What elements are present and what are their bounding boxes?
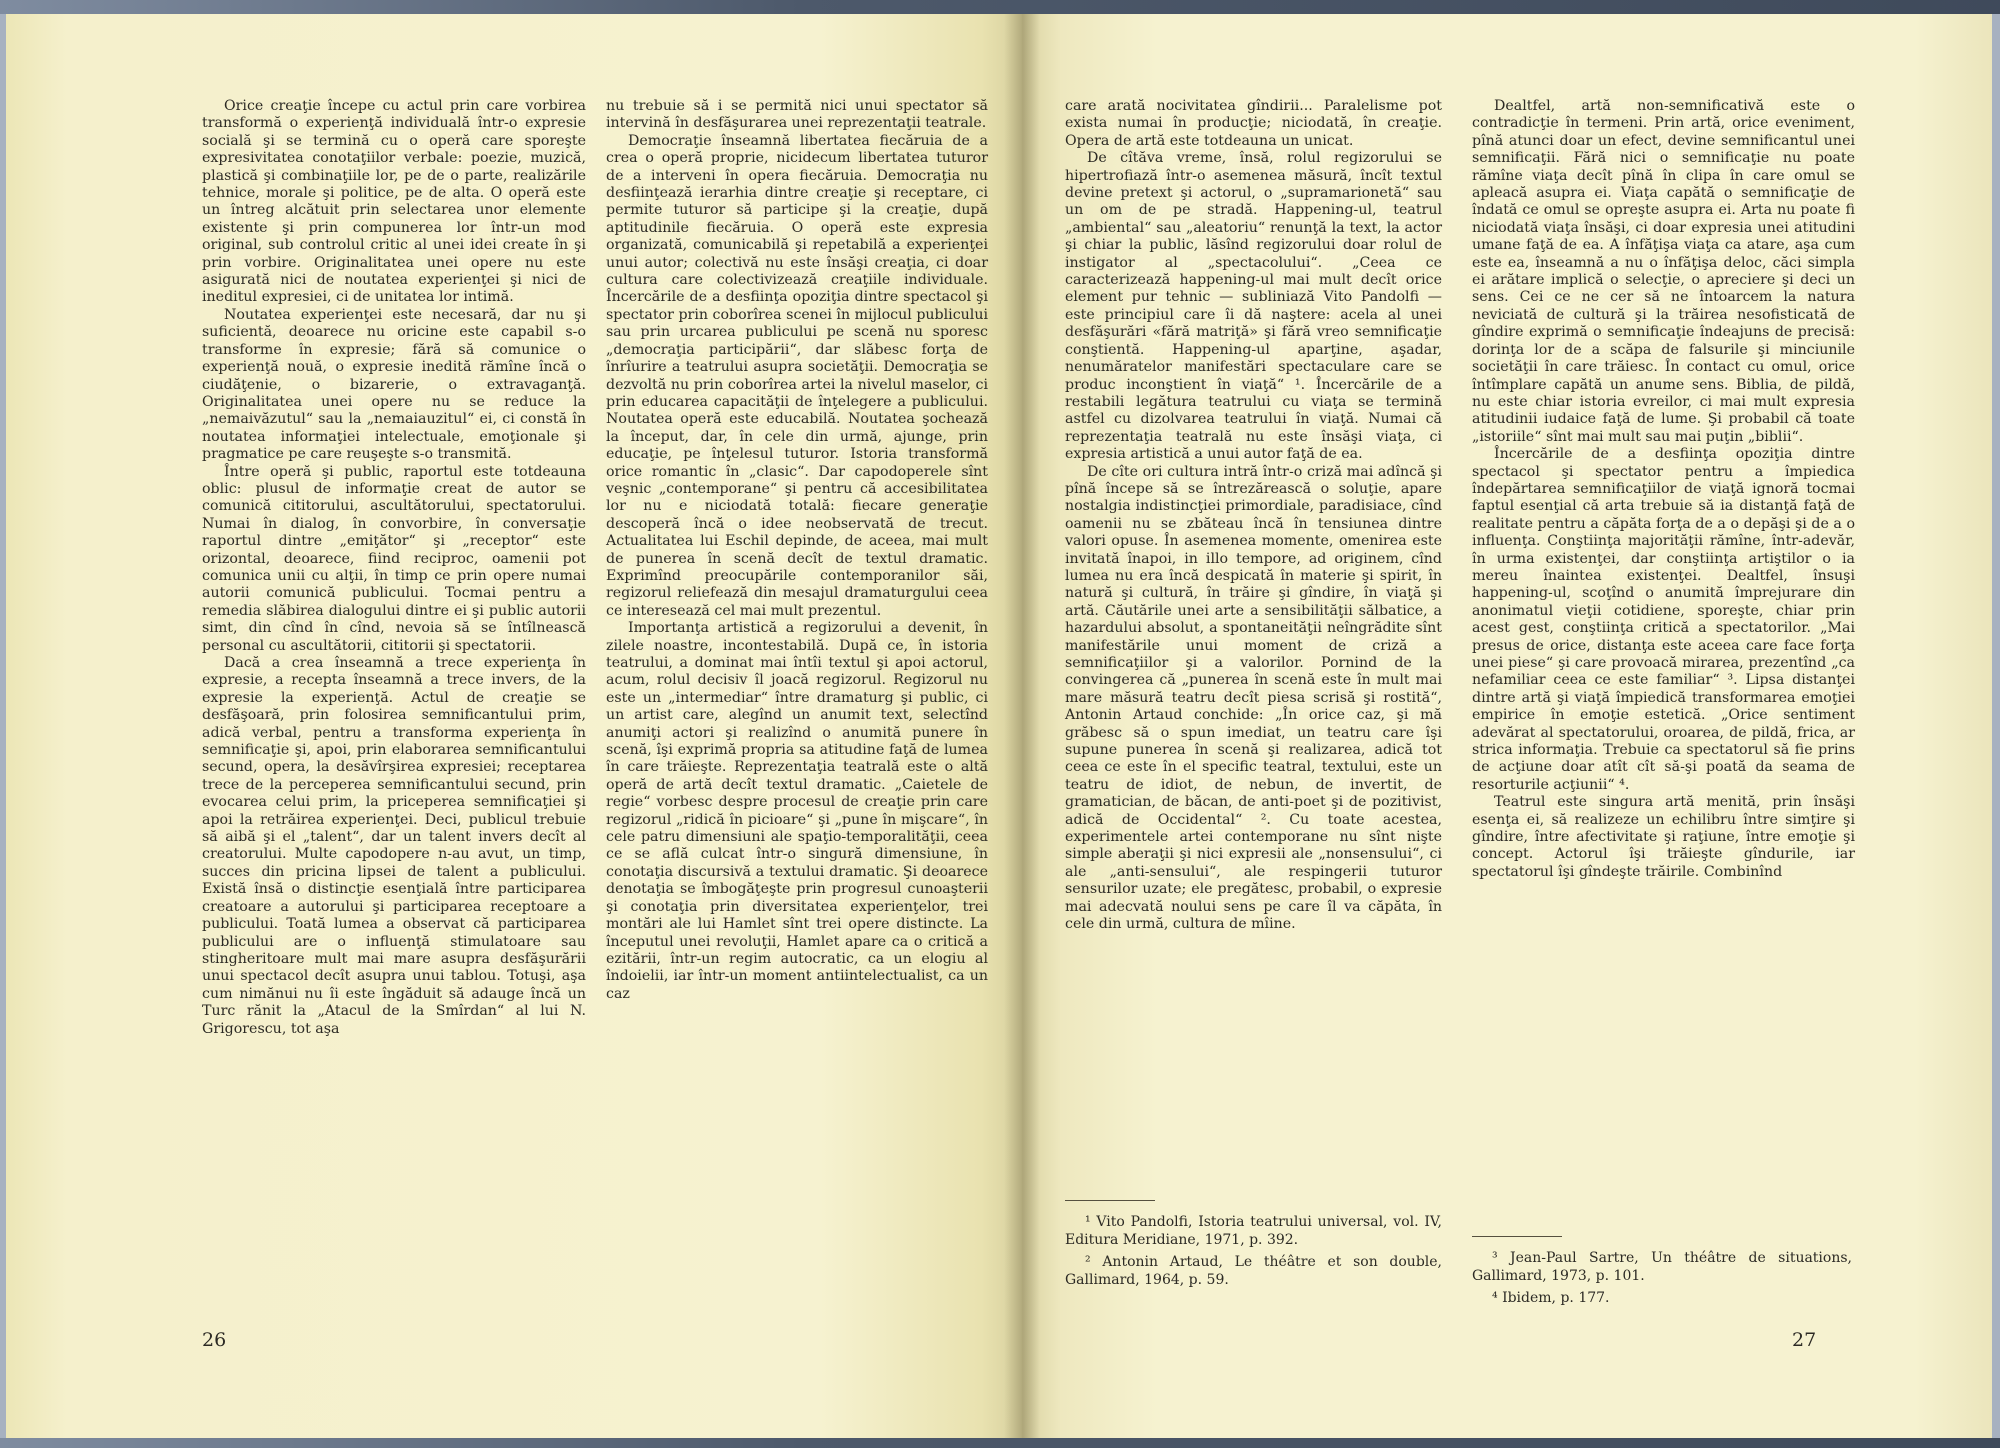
- right-cover-edge: [1992, 14, 2000, 1438]
- right-page: [1022, 14, 1992, 1438]
- footnotes-left: [1065, 1192, 1442, 1293]
- page-number: 27: [1792, 1329, 1817, 1351]
- paragraph: care arată nocivitatea gîndirii... Paralelisme pot exista numai în producţie; niciodată, în creaţie. Opera de artă este totdeauna un unicat.: [1065, 98, 1442, 149]
- paragraph: Încercările de a desfiinţa opoziţia dintre spectacol şi spectator pentru a împiedica îndepărtarea semnificaţiilor de viaţă ignoră tocmai faptul esenţial că arta trebuie să ia distanţă faţă de realitate pentru a căpăta forţa de a o depăşi şi de a o influenţa. Conştiinţa majorităţii rămîne, într-adevăr, în urma existenţei, dar conştiinţa artiştilor o ia mereu înaintea existenţei. Dealtfel, însuşi happening-ul, scoţînd o anumită împrejurare din anonimatul vieţii cotidiene, sporeşte, chiar prin acest gest, conştiinţa critică a spectatorilor. „Mai presus de orice, distanţa este aceea care face forţa unei piese“ şi care provoacă mirarea, prezentînd „ca nefamiliar ceea ce este familiar“ ³. Lipsa distanţei dintre artă şi viaţă împiedică transformarea emoţiei empirice în emoţie estetică. „Orice sentiment adevărat al spectatorului, oroarea, de pildă, frica, ar strica informaţia. Trebuie ca spectatorul să fie prins de acţiune doar atît cît să-şi poată da seama de resorturile acţiunii“ ⁴.: [1472, 446, 1855, 793]
- left-page-column-1: [202, 98, 586, 1038]
- footnote: ¹ Vito Pandolfi, Istoria teatrului universal, vol. IV, Editura Meridiane, 1971, p. 392.: [1065, 1214, 1442, 1248]
- paragraph: Teatrul este singura artă menită, prin însăşi esenţa ei, să realizeze un echilibru între simţire şi gîndire, între afectivitate şi raţiune, între emoţie şi concept. Actorul îşi trăieşte gîndurile, iar spectatorul îşi gîndeşte trăirile. Combinînd: [1472, 794, 1855, 880]
- left-page: [6, 14, 1022, 1438]
- paragraph: Noutatea experienţei este necesară, dar nu şi suficientă, deoarece nu oricine este capabil s-o transforme în expresie; fără să comunice o experienţă nouă, o expresie inedită rămîne încă o ciudăţenie, o bizarerie, o extravaganţă. Originalitatea unei opere nu se reduce la „nemaivăzutul“ sau la „nemaiauzitul“ ei, ci constă în noutatea informaţiei intelectuale, emoţionale şi pragmatice pe care reuşeşte s-o transmită.: [202, 306, 586, 463]
- paragraph: Dacă a crea înseamnă a trece experienţa în expresie, a recepta înseamnă a trece invers, de la expresie la experienţă. Actul de creaţie se desfăşoară, prin folosirea semnificantului prim, adică verbal, pentru a transforma experienţa în semnificaţie şi, apoi, prin elaborarea semnificantului secund, opera, la desăvîrşirea expresiei; receptarea trece de la perceperea semnificantului secund, prin evocarea celui prim, la priceperea semnificaţiei şi apoi la retrăirea experienţei. Deci, publicul trebuie să aibă şi el „talent“, dar un talent invers decît al creatorului. Multe capodopere n-au avut, un timp, succes din pricina lipsei de talent a publicului. Există însă o distincţie esenţială între participarea creatoare a autorului şi participarea receptoare a publicului. Toată lumea a observat că participarea publicului are o influenţă stimulatoare sau stingheritoare mult mai mare asupra desfăşurării unui spectacol decît asupra unui tablou. Totuşi, aşa cum nimănui nu îi este îngăduit să adauge încă un Turc rănit la „Atacul de la Smîrdan“ al lui N. Grigorescu, tot aşa: [202, 655, 586, 1037]
- footnotes-right: [1472, 1236, 1852, 1311]
- paragraph: Orice creaţie începe cu actul prin care vorbirea transformă o experienţă individuală într-o expresie socială şi se termină cu o operă care sporeşte expresivitatea conotaţiilor verbale: poezie, muzică, plastică şi combinaţiile lor, pe de o parte, realizările tehnice, morale şi politice, pe de alta. O operă este un întreg alcătuit prin selectarea unor elemente existente şi prin compunerea lor într-un mod original, sub controlul critic al unei idei create în şi prin vorbire. Originalitatea unei opere nu este asigurată nici de noutatea experienţei şi nici de ineditul expresiei, ci de unitatea lor intimă.: [202, 98, 586, 306]
- left-page-column-2: [606, 98, 988, 1003]
- paragraph: nu trebuie să i se permită nici unui spectator să intervină în desfăşurarea unei reprezentaţii teatrale.: [606, 98, 988, 132]
- right-page-column-2: [1472, 98, 1855, 881]
- footnote: ³ Jean-Paul Sartre, Un théâtre de situations, Gallimard, 1973, p. 101.: [1472, 1250, 1852, 1284]
- page-number: 26: [202, 1329, 227, 1351]
- paragraph: Importanţa artistică a regizorului a devenit, în zilele noastre, incontestabilă. După ce, în istoria teatrului, a dominat mai întîi textul şi apoi actorul, acum, rolul decisiv îl joacă regizorul. Regizorul nu este un „intermediar“ între dramaturg şi public, ci un artist care, alegînd un anumit text, selectînd anumiţi actori şi realizînd o anumită punere în scenă, îşi exprimă propria sa atitudine faţă de lumea în care trăieşte. Reprezentaţia teatrală este o altă operă de artă decît textul dramatic. „Caietele de regie“ vorbesc despre procesul de creaţie prin care regizorul „ridică în picioare“ şi „pune în mişcare“, în cele patru dimensiuni ale spaţio-temporalităţii, ceea ce se află culcat într-o singură dimensiune, în conotaţia discursivă a textului dramatic. Şi deoarece denotaţia se îmbogăţeşte prin progresul cunoaşterii şi conotaţia prin diversitatea experienţelor, trei montări ale lui Hamlet sînt trei opere distincte. La începutul unei revoluţii, Hamlet apare ca o critică a ezitării, într-un regim autocratic, ca un elogiu al îndoielii, iar într-un moment antiintelectualist, ca un caz: [606, 620, 988, 1002]
- footnote: ⁴ Ibidem, p. 177.: [1492, 1290, 1610, 1306]
- right-page-column-1: [1065, 98, 1442, 934]
- paragraph: Între operă şi public, raportul este totdeauna oblic: plusul de informaţie creat de autor se comunică cititorului, ascultătorului, spectatorului. Numai în dialog, în convorbire, în conversaţie raportul dintre „emiţător“ şi „receptor“ este orizontal, deoarece, fiind reciproc, oamenii pot comunica unii cu alţii, în timp ce prin opere numai autorii comunică publicului. Tocmai pentru a remedia slăbirea dialogului dintre ei şi public autorii simt, din cînd în cînd, nevoia să se întîlnească personal cu ascultătorii, cititorii şi spectatorii.: [202, 463, 586, 654]
- footnote: ² Antonin Artaud, Le théâtre et son double, Gallimard, 1964, p. 59.: [1065, 1254, 1442, 1288]
- paragraph: Democraţie înseamnă libertatea fiecăruia de a crea o operă proprie, nicidecum libertatea tuturor de a interveni în opera fiecăruia. Democraţia nu desfiinţează ierarhia dintre creaţie şi receptare, ci permite tuturor să participe şi la creaţie, după aptitudinile fiecăruia. O operă este expresia organizată, comunicabilă şi repetabilă a experienţei unui autor; colectivă nu este însăşi creaţia, ci doar cultura care colectivizează creaţiile individuale. Încercările de a desfiinţa opoziţia dintre spectacol şi spectator prin coborîrea scenei în mijlocul publicului sau prin urcarea publicului pe scenă nu sporesc „democraţia participării“, dar slăbesc forţa de înrîurire a teatrului asupra societăţii. Democraţia se dezvoltă nu prin coborîrea artei la nivelul maselor, ci prin educarea capacităţii de înţelegere a publicului. Noutatea operă este educabilă. Noutatea şochează la început, dar, în cele din urmă, ajunge, prin educaţie, pe înţelesul tuturor. Istoria transformă orice romantic în „clasic“. Dar capodoperele sînt veşnic „contemporane“ şi pentru că accesibilitatea lor nu e niciodată totală: fiecare generaţie descoperă încă o idee neobservată de trecut. Actualitatea lui Eschil depinde, de aceea, mai mult de punerea în scenă decît de textul dramatic. Exprimînd preocupările contemporanilor săi, regizorul reliefează din mesajul dramaturgului ceea ce interesează cel mai mult prezentul.: [606, 132, 988, 619]
- paragraph: De cîtăva vreme, însă, rolul regizorului se hipertrofiază într-o asemenea măsură, încît textul devine pretext şi actorul, o „supramarionetă“ sau un om de pe stradă. Happening-ul, teatrul „ambiental“ sau „aleatoriu“ renunţă la text, la actor şi chiar la public, lăsînd regizorului doar rolul de instigator al „spectacolului“. „Ceea ce caracterizează happening-ul mai mult decît orice element pur tehnic — subliniază Vito Pandolfi — este principiul care îi dă naştere: acela al unei desfăşurări «fără matriţă» şi fără vreo semnificaţie conştientă. Happening-ul aparţine, aşadar, nenumăratelor manifestări spectaculare care se produc inconştient în viaţă“ ¹. Încercările de a restabili legătura teatrului cu viaţa se termină astfel cu dizolvarea teatrului în viaţă. Numai că reprezentaţia teatrală nu este însăşi viaţa, ci expresia artistică a unui autor faţă de ea.: [1065, 150, 1442, 463]
- paragraph: De cîte ori cultura intră într-o criză mai adîncă şi pînă începe să se întrezărească o soluţie, apare nostalgia indistincţiei primordiale, paradisiace, cînd oamenii nu se zbăteau încă în tensiunea dintre valori opuse. În asemenea momente, omenirea este invitată înapoi, in illo tempore, ad originem, cînd lumea nu era încă despicată în materie şi spirit, în natură şi cultură, în trăire şi gîndire, în viaţă şi artă. Căutările unei arte a sensibilităţii sălbatice, a hazardului absolut, a spontaneităţii neîngrădite sînt manifestările unui moment de criză a semnificaţiilor şi a valorilor. Pornind de la convingerea că „punerea în scenă este în mult mai mare măsură teatru decît piesa scrisă şi rostită“, Antonin Artaud conchide: „În orice caz, şi mă grăbesc să o spun imediat, un teatru care îşi supune punerea în scenă şi realizarea, adică tot ceea ce este în el specific teatral, textului, este un teatru de idiot, de nebun, de invertit, de gramatician, de băcan, de anti-poet şi de pozitivist, adică de Occidental“ ². Cu toate acestea, experimentele artei contemporane nu sînt nişte simple aberaţii şi nici expresii ale „nonsensului“, ci ale „anti-sensului“, ale respingerii tuturor sensurilor uzate; ele pregătesc, probabil, o expresie mai adecvată noului sens pe care îl va căpăta, în cele din urmă, cultura de mîine.: [1065, 463, 1442, 933]
- paragraph: Dealtfel, artă non-semnificativă este o contradicţie în termeni. Prin artă, orice eveniment, pînă atunci doar un efect, devine semnificantul unei semnificaţii. Fără nici o semnificaţie nu poate rămîne viaţa decît pînă în clipa în care omul se apleacă asupra ei. Viaţa capătă o semnificaţie de îndată ce omul se opreşte asupra ei. Arta nu poate fi niciodată viaţa însăşi, ci doar expresia unei atitudini umane faţă de ea. A înfăţişa viaţa ca atare, aşa cum este ea, înseamnă a nu o înfăţişa deloc, căci simpla ei arătare implică o selecţie, o apreciere şi deci un sens. Cei ce ne cer să ne întoarcem la natura neviciată de cultură şi la trăirea nesofisticată de gîndire exprimă o semnificaţie îndeajuns de precisă: dorinţa lor de a scăpa de falsurile şi minciunile societăţii în care trăiesc. În contact cu omul, orice întîmplare capătă un anume sens. Biblia, de pildă, nu este chiar istoria evreilor, ci mai mult expresia atitudinii iudaice faţă de lume. Şi probabil că toate „istoriile“ sînt mai mult sau mai puţin „biblii“.: [1472, 98, 1855, 445]
